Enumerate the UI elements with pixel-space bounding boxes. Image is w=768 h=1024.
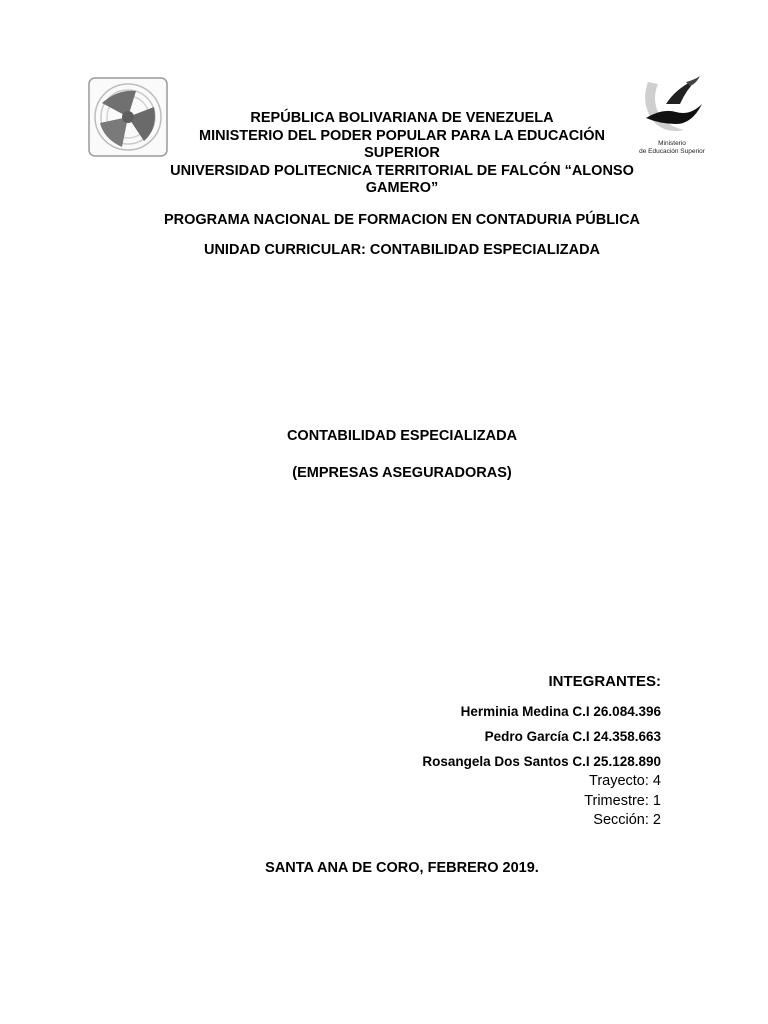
trimestre-text: Trimestre: 1 [584,792,661,809]
header-line-ministry: MINISTERIO DEL PODER POPULAR PARA LA EDUCACIÓN [198,127,606,144]
member-item: Pedro García C.I 24.358.663 [484,729,661,744]
course-info [361,772,661,831]
curricular-unit: UNIDAD CURRICULAR: CONTABILIDAD ESPECIALIZADA [203,242,601,258]
place-date: SANTA ANA DE CORO, FEBRERO 2019. [265,860,539,876]
trayecto-text: Trayecto: 4 [589,773,661,789]
member-item: Herminia Medina C.I 26.084.396 [460,704,661,719]
program-name: PROGRAMA NACIONAL DE FORMACION EN CONTADURIA PÚBLICA [163,212,641,228]
members-section [241,673,661,774]
institution-header [140,110,664,198]
document-subtitle: (EMPRESAS ASEGURADORAS) [292,465,512,481]
seccion-text: Sección: 2 [593,812,661,828]
document-title: CONTABILIDAD ESPECIALIZADA [286,428,518,444]
ministry-caption-line1: Ministerio [658,140,686,147]
ministry-caption-line2: de Educación Superior [639,147,705,155]
header-line-university: UNIVERSIDAD POLITECNICA TERRITORIAL DE FALCÓN “ALONSO [170,162,634,179]
member-item: Rosangela Dos Santos C.I 25.128.890 [422,754,661,769]
members-heading: INTEGRANTES: [548,673,661,690]
header-line-country: REPÚBLICA BOLIVARIANA DE VENEZUELA [250,110,554,126]
header-line-university-cont: GAMERO” [365,180,439,196]
header-line-ministry-cont: SUPERIOR [364,145,440,161]
